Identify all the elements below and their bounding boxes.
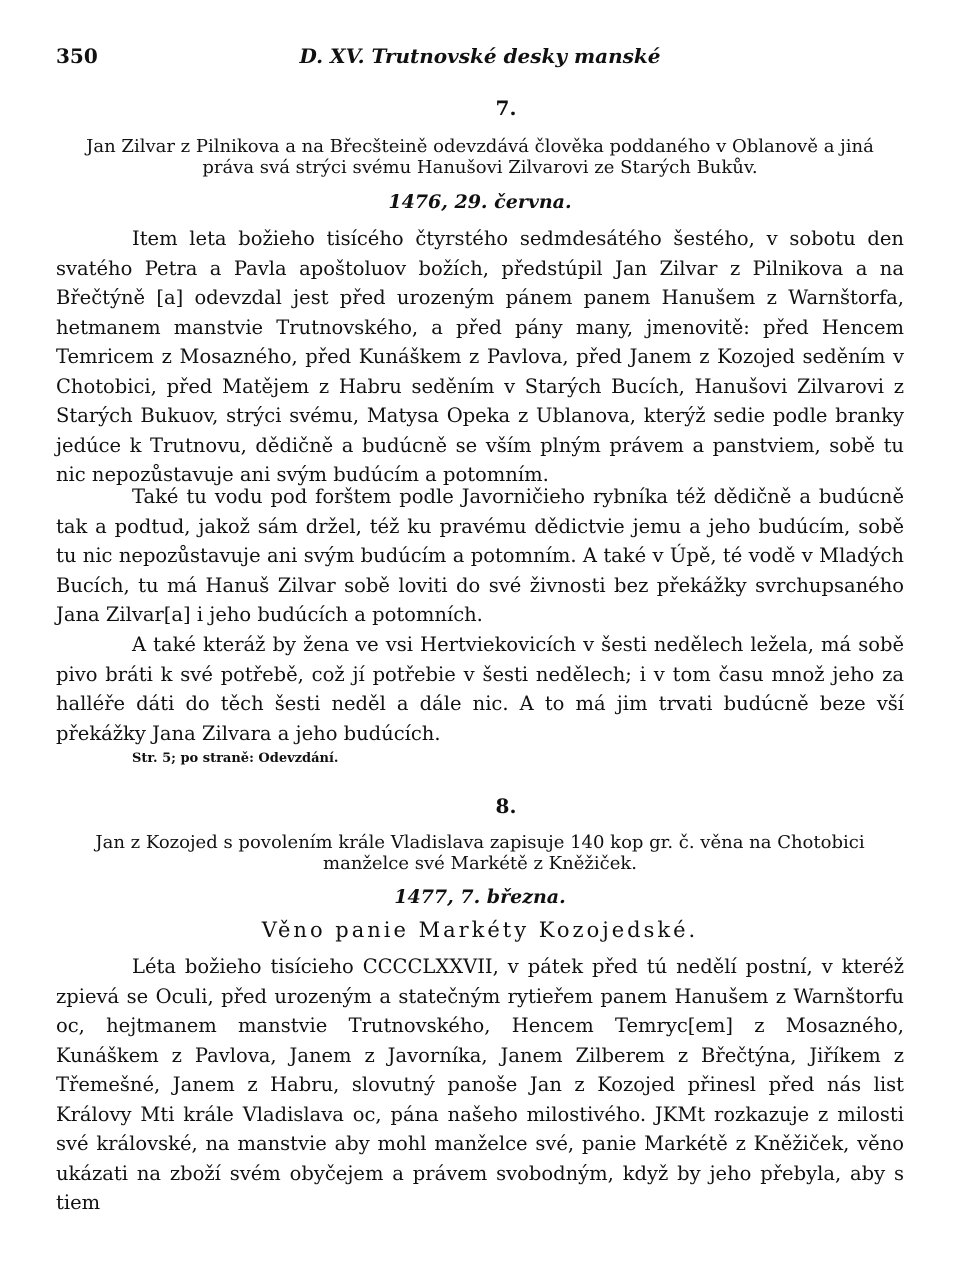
paragraph: Léta božieho tisícieho CCCCLXXVII, v pátek před tú nedělí postní, v kteréž zpievá se Oculi, před urozeným a statečným rytieřem panem Hanušem z Warnštorfu oc, hejtmanem manstvie Trutnovského, Hencem Temryc[em] z Mosazného, Kunáškem z Pavlova, Janem z Javorníka, Janem Zilberem z Břečtýna, Jiříkem z Třemešné, Janem z Habru, slovutný panoše Jan z Kozojed přinesl před nás list Královy Mti krále Vladislava oc, pána našeho milostivého. JKMt rozkazuje z milosti své královské, na manstvie aby mohl manželce své, panie Markétě z Kněžiček, věno ukázati na zboží svém obyčejem a právem svobodným, když by jeho přebyla, aby s tiem [56,955,904,1214]
document-7-summary [56,136,904,178]
document-7-date-block [56,191,904,213]
page-header [56,44,904,74]
document-date: 1477, 7. března. [394,886,566,908]
summary-line: práva svá strýci svému Hanušovi Zilvarovi ze Starých Bukův. [202,157,758,178]
paragraph: Item leta božieho tisícého čtyrstého sedmdesátého šestého, v sobotu den svatého Petra a Pavla apoštoluov božích, předstúpil Jan Zilvar z Pilnikova a na Břečtýně [a] odevzdal jest před urozeným pánem panem Hanušem z Warnštorfa, hetmanem manstvie Trutnovského, a před pány many, jmenovitě: před Hencem Temricem z Mosazného, před Kunáškem z Pavlova, před Janem z Kozojed seděním v Chotobici, před Matějem z Habru seděním v Starých Bucích, Hanušovi Zilvarovi z Starých Bukuov, strýci svému, Matysa Opeka z Ublanova, kterýž sedie podle branky jedúce k Trutnovu, dědičně a budúcně se vším plným právem a panstviem, sobě tu nic nepozůstavuje ani svým budúcím a potomním. [56,227,904,486]
document-number: 7. [495,96,517,120]
document-8-date-block [56,886,904,908]
running-head: D. XV. Trutnovské desky manské [299,44,661,68]
footnote: Str. 5; po straně: Odevzdání. [132,751,339,766]
document-number: 8. [495,794,517,818]
summary-line: Jan Zilvar z Pilnikova a na Břecšteině odevzdává člověka poddaného v Oblanově a jiná [86,136,874,157]
document-7-text [56,224,904,490]
document-7-text-3 [56,630,904,748]
document-8 [56,794,904,818]
document-title: Věno panie Markéty Kozojedské. [261,918,699,942]
document-8-title-block [56,918,904,942]
summary-line: manželce své Markétě z Kněžiček. [323,853,637,874]
document-8-text [56,952,904,1218]
document-date: 1476, 29. června. [388,191,572,213]
paragraph: A také kteráž by žena ve vsi Hertviekovicích v šesti nedělech ležela, má sobě pivo bráti k své potřebě, což jí potřebie v šesti nedělech; i v tom času množ jeho za halléře dáti do těch šesti neděl a dále nic. A to má jim trvati budúcně beze vší překážky Jana Zilvara a jeho budúcích. [56,633,904,745]
paragraph: Také tu vodu pod forštem podle Javorničieho rybníka též dědičně a budúcně tak a podtud, jakož sám držel, též ku pravému dědictvie jemu a jeho budúcím, sobě tu nic nepozůstavuje ani svým budúcím a potomním. A také v Úpě, té vodě v Mladých Bucích, tu má Hanuš Zilvar sobě loviti do své živnosti bez překážky svrchupsaného Jana Zilvar[a] i jeho budúcích a potomních. [56,485,904,626]
document-7-note-block [56,751,904,766]
document-7-text-2 [56,482,904,630]
document-7 [56,96,904,120]
summary-line: Jan z Kozojed s povolením krále Vladislava zapisuje 140 kop gr. č. věna na Chotobici [95,832,865,853]
document-8-summary [56,832,904,874]
page-number: 350 [56,44,98,68]
